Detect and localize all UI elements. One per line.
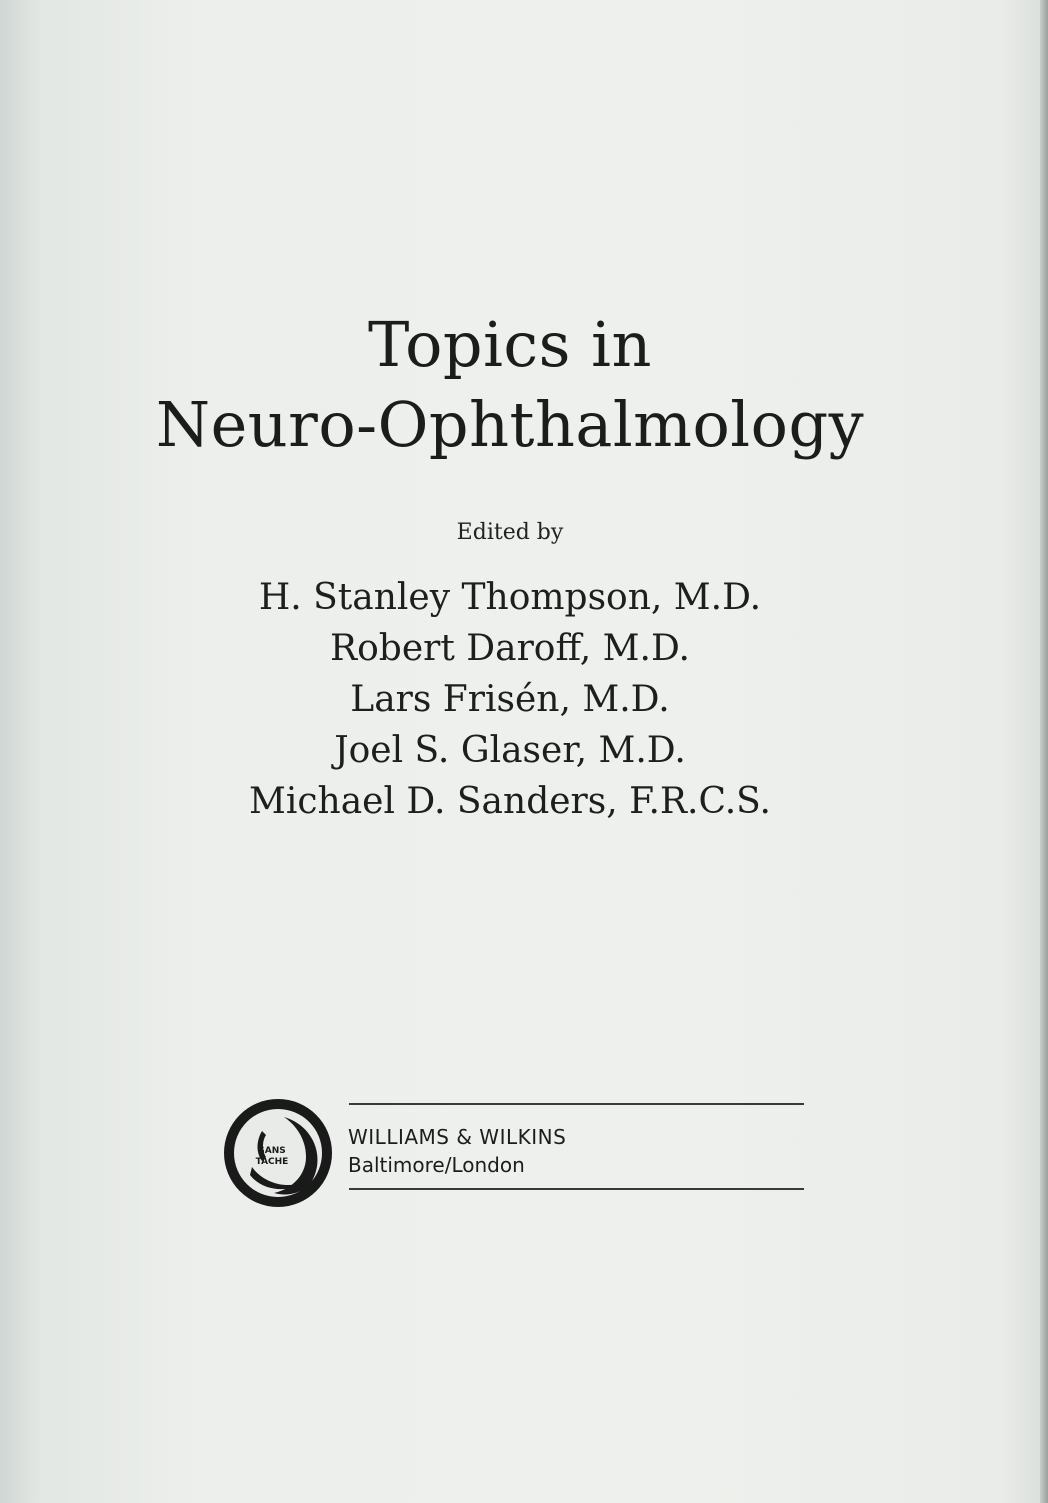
book-title-line-1: Topics in <box>368 308 652 381</box>
editor-name: Lars Frisén, M.D. <box>350 679 670 720</box>
book-title-line-2: Neuro-Ophthalmology <box>155 388 865 461</box>
edited-by-label: Edited by <box>456 520 564 545</box>
divider-bottom <box>349 1188 804 1190</box>
page-gutter <box>1040 0 1048 1503</box>
publisher-location: Baltimore/London <box>348 1153 525 1177</box>
svg-text:SANS: SANS <box>258 1146 286 1156</box>
editor-name: Michael D. Sanders, F.R.C.S. <box>248 781 772 822</box>
editor-name: Robert Daroff, M.D. <box>330 628 690 669</box>
publisher-logo-icon <box>222 1097 334 1209</box>
publisher-imprint <box>222 1097 822 1212</box>
svg-text:TACHE: TACHE <box>255 1157 289 1167</box>
divider-top <box>349 1103 804 1105</box>
editor-name: Joel S. Glaser, M.D. <box>334 730 686 771</box>
publisher-name: WILLIAMS & WILKINS <box>348 1125 567 1149</box>
editor-name: H. Stanley Thompson, M.D. <box>258 577 762 618</box>
editor-list <box>0 572 1020 827</box>
